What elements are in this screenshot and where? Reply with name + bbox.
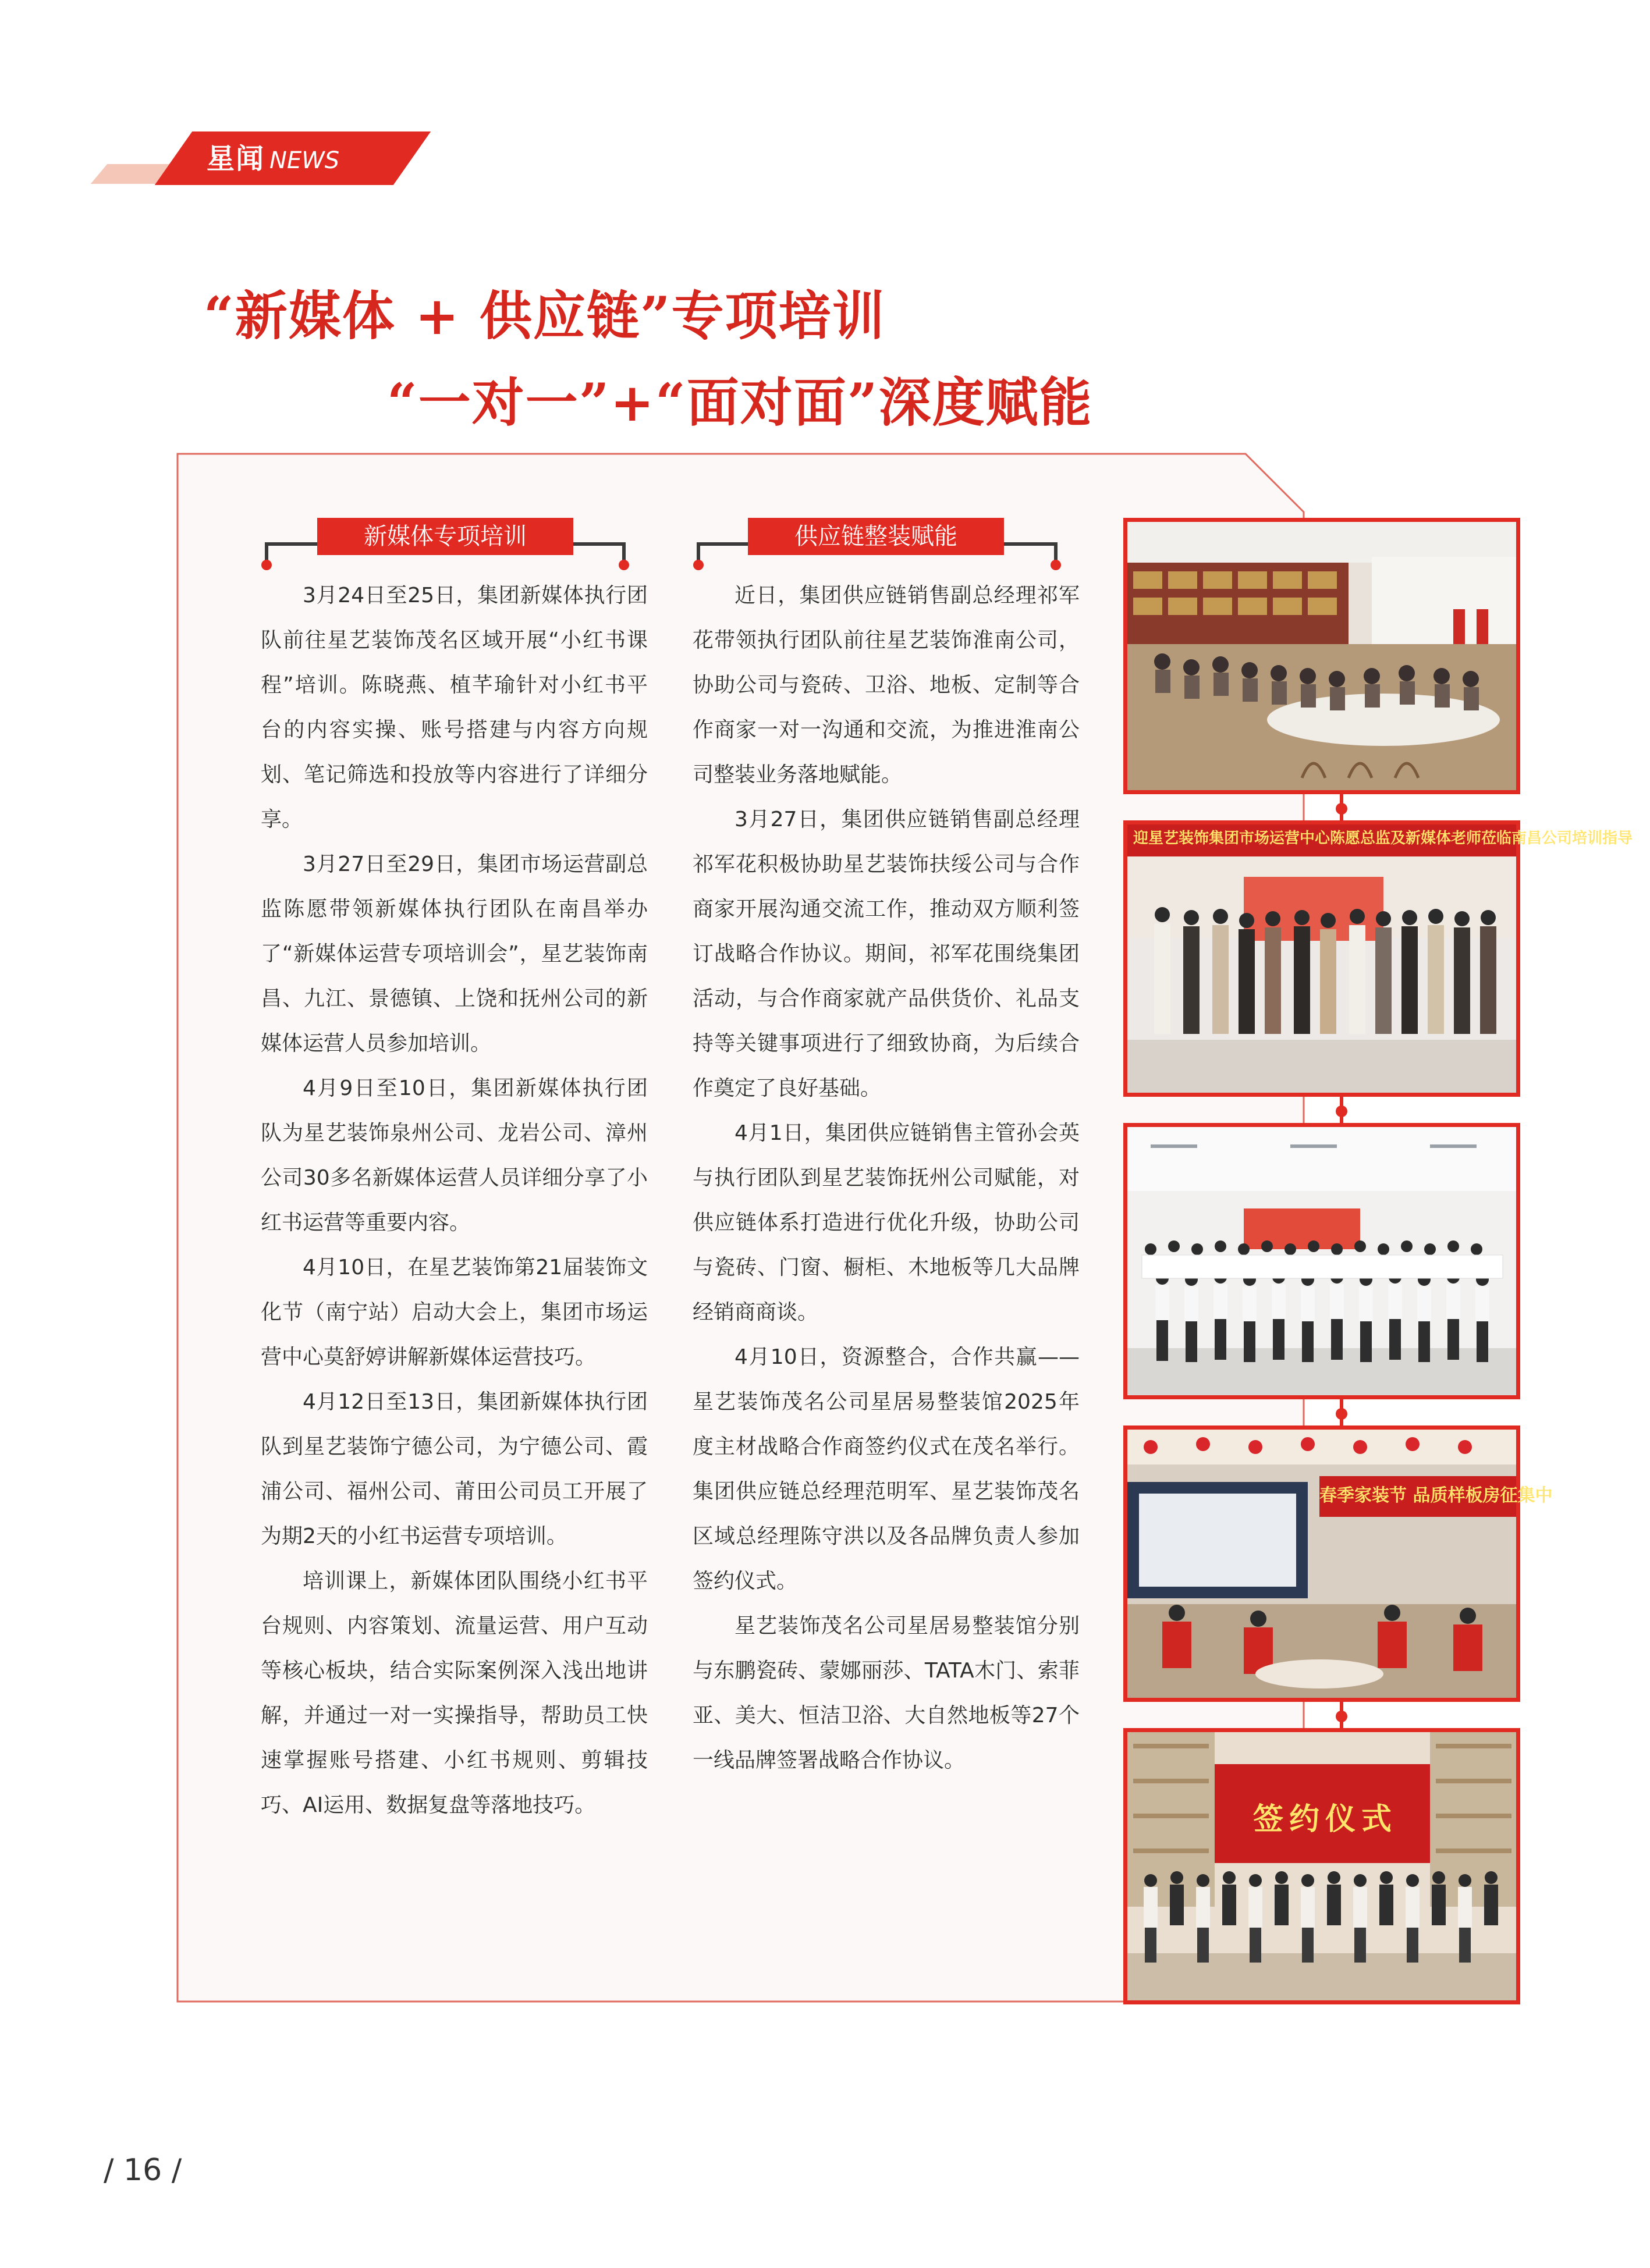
connector-dot <box>1336 1105 1347 1117</box>
right-paragraph: 3月27日，集团供应链销售副总经理祁军花积极协助星艺装饰扶绥公司与合作商家开展沟通交流工作，推动双方顺利签订战略合作协议。期间，祁军花围绕集团活动，与合作商家就产品供货价、礼品支持等关键事项进行了细致协商，为后续合作奠定了良好基础。 <box>693 808 1080 1100</box>
left-paragraph: 4月10日，在星艺装饰第21届装饰文化节（南宁站）启动大会上，集团市场运营中心莫舒婷讲解新媒体运营技巧。 <box>261 1256 648 1369</box>
connector-dot <box>1336 1408 1347 1420</box>
left-section-tag: 新媒体专项培训 <box>317 518 573 555</box>
left-article <box>261 573 648 1828</box>
photo-banner-text: 迎星艺装饰集团市场运营中心陈愿总监及新媒体老师莅临南昌公司培训指导 <box>1133 830 1633 847</box>
section-label-en: NEWS <box>269 147 340 174</box>
left-paragraph: 3月24日至25日，集团新媒体执行团队前往星艺装饰茂名区域开展“小红书课程”培训。陈晓燕、植芊瑜针对小红书平台的内容实操、账号搭建与内容方向规划、笔记筛选和投放等内容进行了详细分享。 <box>261 584 648 831</box>
right-tag-dot-r <box>1051 560 1061 570</box>
photo-group-nanchang <box>1123 820 1633 1097</box>
photo-showroom <box>1123 1426 1553 1702</box>
headline-line-2: “一对一”+“面对面”深度赋能 <box>387 372 1093 433</box>
right-article <box>693 573 1080 1783</box>
photo-banner-text: 春季家装节 品质样板房征集中 <box>1319 1485 1553 1506</box>
right-paragraph: 星艺装饰茂名公司星居易整装馆分别与东鹏瓷砖、蒙娜丽莎、TATA木门、索菲亚、美大、恒洁卫浴、大自然地板等27个一线品牌签署战略合作协议。 <box>693 1614 1080 1772</box>
right-paragraph: 近日，集团供应链销售副总经理祁军花带领执行团队前往星艺装饰淮南公司，协助公司与瓷砖、卫浴、地板、定制等合作商家一对一沟通和交流，为推进淮南公司整装业务落地赋能。 <box>693 584 1080 787</box>
left-tag-dot-r <box>619 560 629 570</box>
left-paragraph: 培训课上，新媒体团队围绕小红书平台规则、内容策划、流量运营、用户互动等核心板块，结合实际案例深入浅出地讲解，并通过一对一实操指导，帮助员工快速掌握账号搭建、小红书规则、剪辑技巧、AI运用、数据复盘等落地技巧。 <box>261 1569 648 1817</box>
right-section-tag: 供应链整装赋能 <box>748 518 1004 555</box>
left-tag-dot-l <box>261 560 272 570</box>
photo-meeting-room <box>1123 518 1520 794</box>
right-paragraph: 4月10日，资源整合，合作共赢——星艺装饰茂名公司星居易整装馆2025年度主材战略合作商签约仪式在茂名举行。集团供应链总经理范明军、星艺装饰茂名区域总经理陈守洪以及各品牌负责人参加签约仪式。 <box>693 1345 1080 1593</box>
right-tag-dot-l <box>693 560 704 570</box>
signing-banner-title: 签约仪式 <box>1252 1801 1397 1837</box>
photo-group-fuzhou <box>1123 1123 1520 1399</box>
headline-line-1: “新媒体 + 供应链”专项培训 <box>204 285 886 347</box>
left-paragraph: 4月12日至13日，集团新媒体执行团队到星艺装饰宁德公司，为宁德公司、霞浦公司、福州公司、莆田公司员工开展了为期2天的小红书运营专项培训。 <box>261 1390 648 1548</box>
left-paragraph: 4月9日至10日，集团新媒体执行团队为星艺装饰泉州公司、龙岩公司、漳州公司30多名新媒体运营人员详细分享了小红书运营等重要内容。 <box>261 1076 648 1235</box>
right-paragraph: 4月1日，集团供应链销售主管孙会英与执行团队到星艺装饰抚州公司赋能，对供应链体系打造进行优化升级，协助公司与瓷砖、门窗、橱柜、木地板等几大品牌经销商商谈。 <box>693 1121 1080 1324</box>
connector-dot <box>1336 803 1347 815</box>
page-number: / 16 / <box>104 2153 182 2188</box>
connector-dot <box>1336 1711 1347 1722</box>
photo-signing-ceremony <box>1123 1728 1520 2004</box>
left-paragraph: 3月27日至29日，集团市场运营副总监陈愿带领新媒体执行团队在南昌举办了“新媒体运营专项培训会”，星艺装饰南昌、九江、景德镇、上饶和抚州公司的新媒体运营人员参加培训。 <box>261 852 648 1055</box>
section-label-cn: 星闻 <box>207 143 265 175</box>
